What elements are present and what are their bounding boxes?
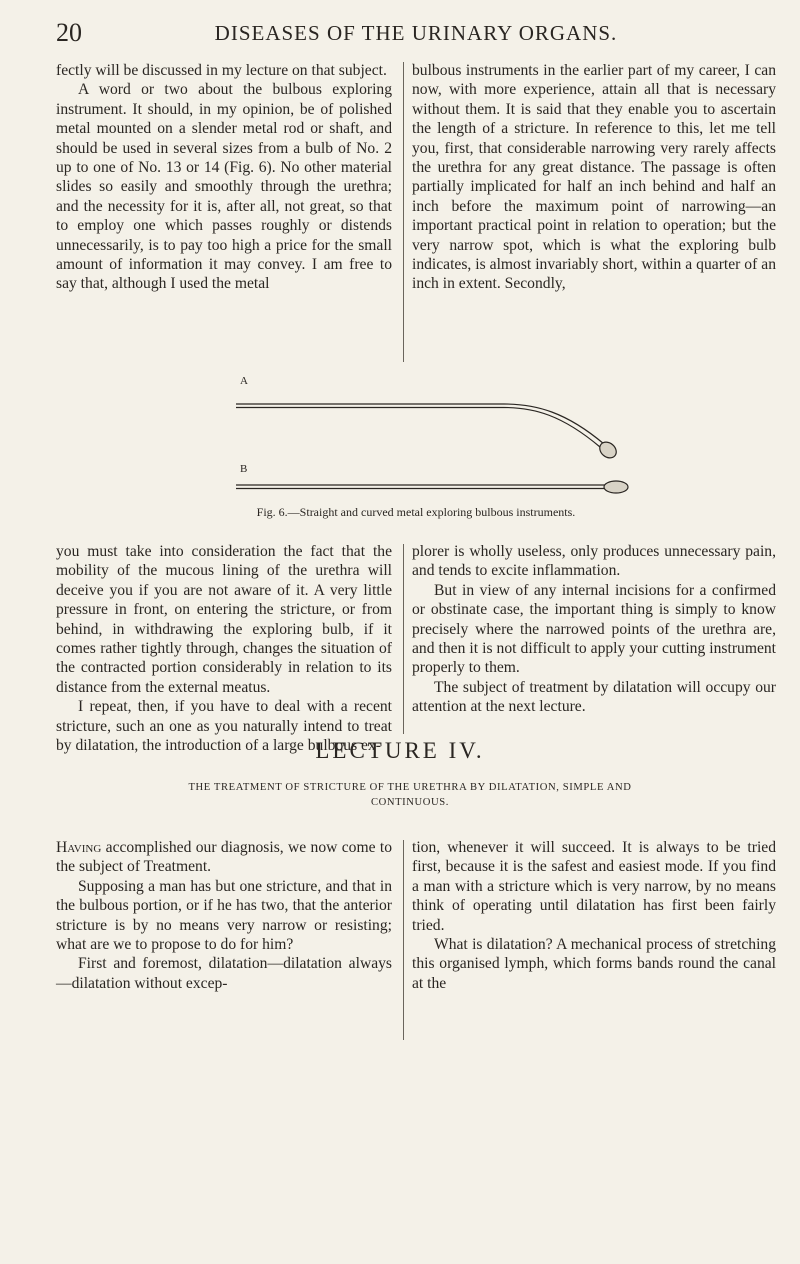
paragraph: What is dilatation? A mechanical process of stretching this organised lymph, which forms bands round the canal at the [412,936,776,992]
lecture-title: LECTURE IV. [315,738,485,763]
opening-words: Having [56,839,102,856]
bottom-left-column [56,838,392,993]
bottom-right-column [412,838,776,993]
running-title: DISEASES OF THE URINARY ORGANS. [214,21,618,45]
paragraph: bulbous instruments in the earlier part of my career, I can now, with more experience, attain all that is necessary without them. It is said that they enable you to ascertain the length of a stricture. In reference to this, let me tell you, first, that considerable narrowing very rarely affects the urethra for any great distance. The passage is often partially implicated for half an inch behind and half an inch before the maximum point of narrowing—an important practical point in relation to operation; but the very narrow spot, which is what the exploring bulb indicates, is almost invariably short, within a quarter of an inch in extent. Secondly, [412,62,776,293]
lecture-subtitle: THE TREATMENT OF STRICTURE OF THE URETHRA BY DILATATION, SIMPLE AND CONTINUOUS. [188,782,632,808]
figure-caption: Fig. 6.—Straight and curved metal exploring bulbous instruments. [256,505,576,519]
figure-label-b: B [240,463,248,475]
paragraph: tion, whenever it will succeed. It is always to be tried first, because it is the safest and easiest mode. If you find a man with a stricture which is very narrow, by no means think of operating until dilatation has first been fairly tried. [412,839,776,934]
column-divider [403,840,404,1040]
top-left-column [56,61,392,294]
figure-label-a: A [240,375,248,387]
straight-bulbous-instrument [236,481,628,493]
paragraph: fectly will be discussed in my lecture on that subject. [56,62,387,79]
paragraph: you must take into consideration the fact that the mobility of the mucous lining of the urethra will deceive you if you are not aware of it. A very little pressure in front, on entering the stricture, or from behind, in withdrawing the exploring bulb, if it comes rather tightly through, changes the situation of the contracted portion considerably in relation to its distance from the external meatus. [56,543,392,696]
paragraph: I repeat, then, if you have to deal with a recent stricture, such an one as you naturally intend to treat by dilatation, the introduction of a large bulbous ex- [56,698,392,755]
paragraph: First and foremost, dilatation—dilatation always—dilatation without excep- [56,955,392,992]
top-right-column [412,61,776,294]
column-divider [403,544,404,734]
running-header [56,18,776,50]
paragraph: plorer is wholly useless, only produces unnecessary pain, and tends to excite inflammation. [412,543,776,580]
paragraph-text: accomplished our diagnosis, we now come to the subject of Treatment. [56,839,392,876]
middle-left-column [56,542,392,755]
page-number: 20 [56,18,82,47]
middle-right-column [412,542,776,717]
figure-6-instruments [236,372,636,502]
paragraph: A word or two about the bulbous exploring instrument. It should, in my opinion, be of polished metal mounted on a slender metal rod or shaft, and should be used in several sizes from a bulb of No. 2 up to one of No. 13 or 14 (Fig. 6). No other material slides so easily and smoothly through the urethra; and the necessity for it is, after all, not great, so that to employ one which passes roughly or distends unnecessarily, is to pay too high a price for the small amount of information it may convey. I am free to say that, although I used the metal [56,81,392,293]
paragraph: The subject of treatment by dilatation will occupy our attention at the next lecture. [412,678,776,716]
column-divider [403,62,404,362]
curved-bulbous-instrument [236,404,619,461]
paragraph: Supposing a man has but one stricture, and that in the bulbous portion, or if he has two, that the anterior stricture is by no means very narrow or resisting; what are we to propose to do for him? [56,877,392,954]
paragraph: But in view of any internal incisions for a confirmed or obstinate case, the important thing is simply to know precisely where the narrowed points of the urethra are, and then it is not difficult to apply your cutting instrument properly to them. [412,581,776,677]
